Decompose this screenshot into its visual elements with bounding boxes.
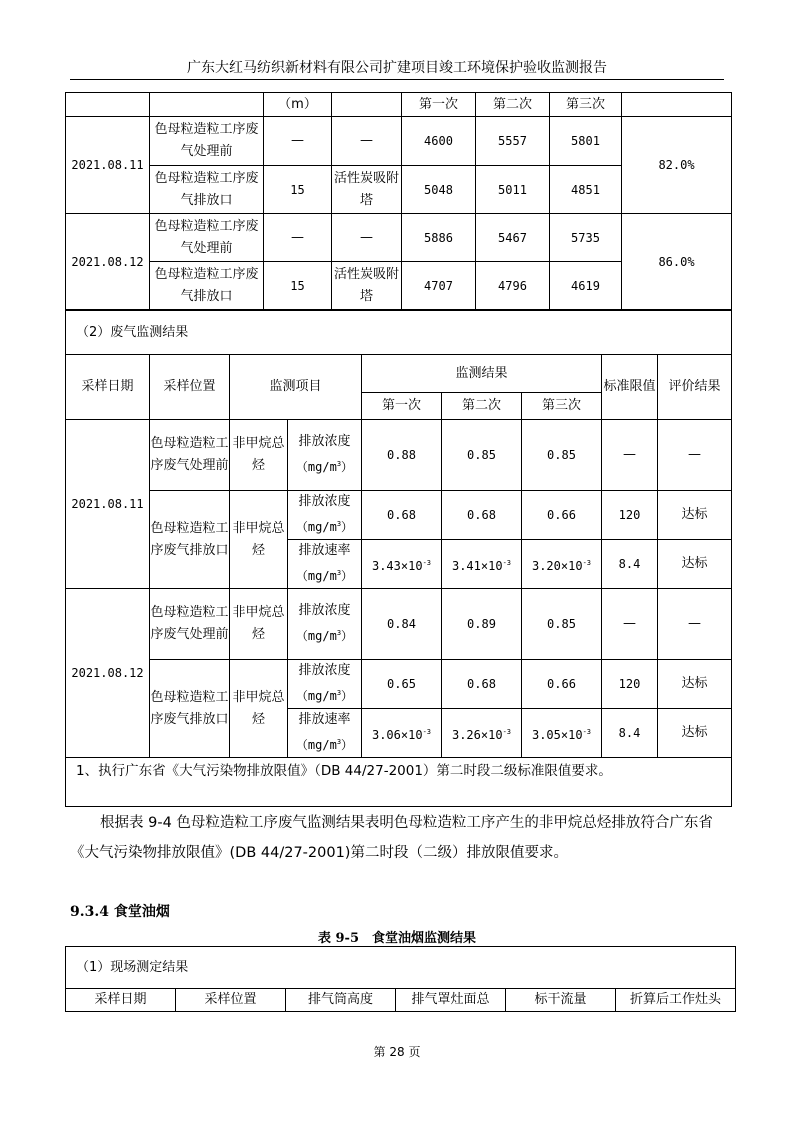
page-number: 第 28 页 <box>373 1045 421 1059</box>
conclusion-paragraph: 根据表 9-4 色母粒造粒工序废气监测结果表明色母粒造粒工序产生的非甲烷总烃排放符合广东省《大气污染物排放限值》(DB 44/27-2001)第二时段（二级）排放限值要求。 <box>70 815 713 861</box>
value-cell: 0.84 <box>362 589 442 660</box>
date-cell: 2021.08.12 <box>66 589 150 758</box>
eval-cell: — <box>658 420 732 491</box>
pollutant-cell: 非甲烷总烃 <box>230 660 288 758</box>
header-cell: 采样位置 <box>176 989 286 1012</box>
limit-cell: — <box>602 420 658 491</box>
location-cell: 色母粒造粒工序废气排放口 <box>150 166 264 214</box>
value-cell: 0.68 <box>442 660 522 709</box>
table-note: 1、执行广东省《大气污染物排放限值》（DB 44/27-2001）第二时段二级标准限值要求。 <box>66 758 732 807</box>
value-cell: 0.85 <box>442 420 522 491</box>
header-location: 采样位置 <box>150 355 230 420</box>
pollutant-cell: 非甲烷总烃 <box>230 589 288 660</box>
limit-cell: 8.4 <box>602 540 658 589</box>
height-cell: 15 <box>264 166 332 214</box>
date-cell: 2021.08.11 <box>66 117 150 214</box>
fume-table <box>65 946 736 1012</box>
run-header: 第一次 <box>362 393 442 420</box>
value-cell: 4619 <box>550 262 622 310</box>
value-cell: 0.88 <box>362 420 442 491</box>
section-heading: 9.3.4 食堂油烟 <box>70 904 170 920</box>
flow-table <box>65 92 732 310</box>
item-label: 排放浓度 <box>298 603 351 618</box>
value-cell: 0.65 <box>362 660 442 709</box>
unit-label: $(mg/m^3)$ <box>295 460 354 474</box>
item-cell <box>288 709 362 758</box>
facility-cell: — <box>332 214 402 262</box>
eval-cell: 达标 <box>658 709 732 758</box>
value-cell: $3.20\times 10^{-3}$ <box>522 540 602 589</box>
eval-cell: 达标 <box>658 660 732 709</box>
run-header: 第二次 <box>442 393 522 420</box>
value-cell: 5048 <box>402 166 476 214</box>
run-header: 第二次 <box>476 93 550 117</box>
facility-cell: 活性炭吸附塔 <box>332 262 402 310</box>
item-cell <box>288 589 362 660</box>
location-cell: 色母粒造粒工序废气处理前 <box>150 420 230 491</box>
location-cell: 色母粒造粒工序废气处理前 <box>150 117 264 166</box>
header-date: 采样日期 <box>66 355 150 420</box>
item-label: 排放浓度 <box>298 663 351 678</box>
run-header: 第三次 <box>550 93 622 117</box>
cell <box>66 93 150 117</box>
value-cell: $3.41\times 10^{-3}$ <box>442 540 522 589</box>
cell <box>622 93 732 117</box>
value-cell: 5886 <box>402 214 476 262</box>
cell <box>332 93 402 117</box>
height-cell: 15 <box>264 262 332 310</box>
location-cell: 色母粒造粒工序废气排放口 <box>150 491 230 589</box>
value-cell: 4851 <box>550 166 622 214</box>
value-cell: 4600 <box>402 117 476 166</box>
unit-label: $(mg/m^3)$ <box>295 520 354 534</box>
header-eval: 评价结果 <box>658 355 732 420</box>
item-label: 排放浓度 <box>298 434 351 449</box>
header-limit: 标准限值 <box>602 355 658 420</box>
value-cell: 5557 <box>476 117 550 166</box>
table-caption: 表 9-5 食堂油烟监测结果 <box>317 931 476 946</box>
table-title: （1）现场测定结果 <box>66 947 736 989</box>
value-cell: $3.05\times 10^{-3}$ <box>522 709 602 758</box>
height-cell: — <box>264 214 332 262</box>
header-cell: 排气罩灶面总 <box>396 989 506 1012</box>
item-cell <box>288 420 362 491</box>
eval-cell: 达标 <box>658 540 732 589</box>
facility-cell: 活性炭吸附塔 <box>332 166 402 214</box>
value-cell: 5801 <box>550 117 622 166</box>
item-cell <box>288 540 362 589</box>
value-cell: $3.26\times 10^{-3}$ <box>442 709 522 758</box>
table-title: （2）废气监测结果 <box>66 311 732 355</box>
header-result: 监测结果 <box>362 355 602 393</box>
unit-label: $(mg/m^3)$ <box>295 738 354 752</box>
limit-cell: 120 <box>602 491 658 540</box>
header-cell: 折算后工作灶头 <box>616 989 736 1012</box>
value-cell: 0.68 <box>442 491 522 540</box>
value-cell: $3.43\times 10^{-3}$ <box>362 540 442 589</box>
value-cell: $3.06\times 10^{-3}$ <box>362 709 442 758</box>
date-cell: 2021.08.11 <box>66 420 150 589</box>
limit-cell: — <box>602 589 658 660</box>
item-cell <box>288 491 362 540</box>
value-cell: 0.85 <box>522 420 602 491</box>
header-cell: 标干流量 <box>506 989 616 1012</box>
header-cell: 采样日期 <box>66 989 176 1012</box>
value-cell: 0.66 <box>522 491 602 540</box>
location-cell: 色母粒造粒工序废气排放口 <box>150 660 230 758</box>
unit-cell: （m） <box>264 93 332 117</box>
emission-table <box>65 310 732 807</box>
header-cell: 排气筒高度 <box>286 989 396 1012</box>
item-label: 排放浓度 <box>298 494 351 509</box>
limit-cell: 8.4 <box>602 709 658 758</box>
value-cell: 4796 <box>476 262 550 310</box>
value-cell: 0.85 <box>522 589 602 660</box>
report-header: 广东大红马纺织新材料有限公司扩建项目竣工环境保护验收监测报告 <box>70 57 724 80</box>
value-cell: 0.68 <box>362 491 442 540</box>
unit-label: $(mg/m^3)$ <box>295 629 354 643</box>
location-cell: 色母粒造粒工序废气排放口 <box>150 262 264 310</box>
value-cell: 4707 <box>402 262 476 310</box>
run-header: 第三次 <box>522 393 602 420</box>
value-cell: 0.89 <box>442 589 522 660</box>
run-header: 第一次 <box>402 93 476 117</box>
eval-cell: — <box>658 589 732 660</box>
item-label: 排放速率 <box>298 712 351 727</box>
location-cell: 色母粒造粒工序废气处理前 <box>150 214 264 262</box>
value-cell: 0.66 <box>522 660 602 709</box>
header-item: 监测项目 <box>230 355 362 420</box>
height-cell: — <box>264 117 332 166</box>
limit-cell: 120 <box>602 660 658 709</box>
value-cell: 5735 <box>550 214 622 262</box>
pollutant-cell: 非甲烷总烃 <box>230 491 288 589</box>
pollutant-cell: 非甲烷总烃 <box>230 420 288 491</box>
unit-label: $(mg/m^3)$ <box>295 689 354 703</box>
eval-cell: 达标 <box>658 491 732 540</box>
location-cell: 色母粒造粒工序废气处理前 <box>150 589 230 660</box>
value-cell: 5467 <box>476 214 550 262</box>
item-label: 排放速率 <box>298 543 351 558</box>
value-cell: 5011 <box>476 166 550 214</box>
unit-label: $(mg/m^3)$ <box>295 569 354 583</box>
date-cell: 2021.08.12 <box>66 214 150 310</box>
facility-cell: — <box>332 117 402 166</box>
item-cell <box>288 660 362 709</box>
efficiency-cell: 86.0% <box>622 214 732 310</box>
cell <box>150 93 264 117</box>
efficiency-cell: 82.0% <box>622 117 732 214</box>
